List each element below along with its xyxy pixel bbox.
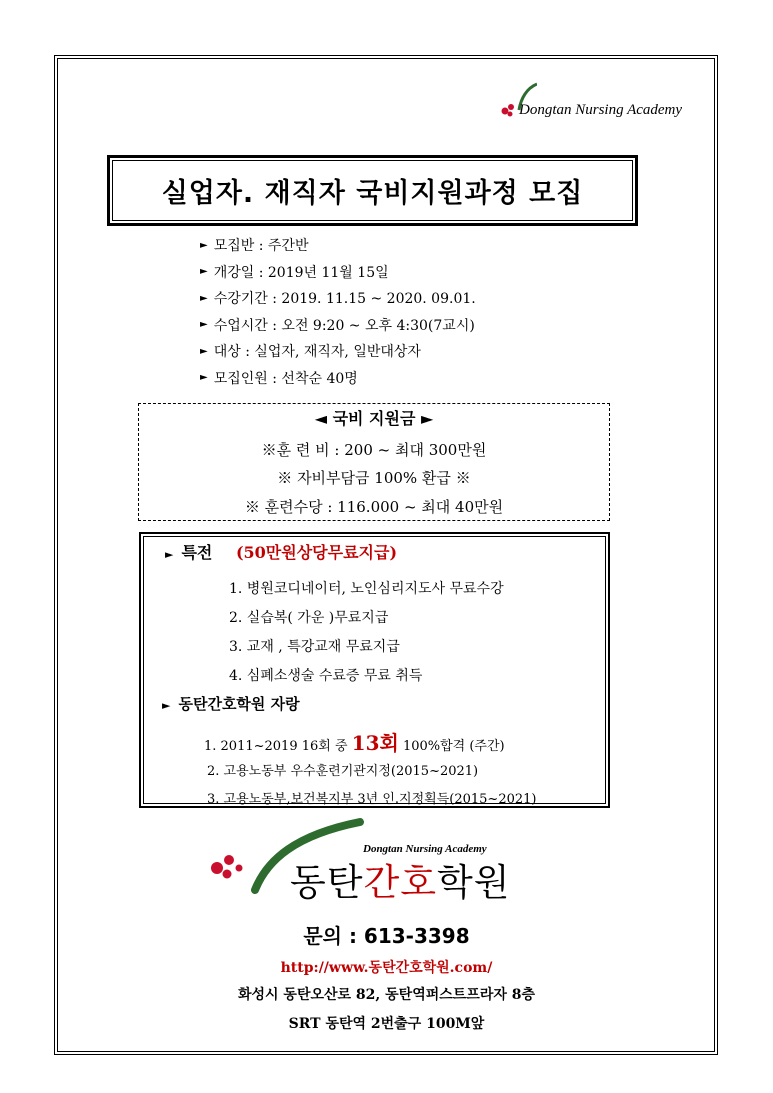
info-item-class: ► 모집반 : 주간반 — [200, 238, 309, 255]
subsidy-box — [138, 403, 610, 521]
bullet-icon: ► — [200, 319, 208, 331]
info-item-capacity: ► 모집인원 : 선착순 40명 — [200, 370, 358, 387]
bullet-icon: ► — [200, 292, 208, 304]
bullet-icon: ► — [200, 345, 208, 357]
top-logo-text: Dongtan Nursing Academy — [519, 102, 683, 118]
pride-item-1: 1. 2011~2019 16회 중 13회 100%합격 (주간) — [204, 731, 505, 755]
contact-directions: SRT 동탄역 2번출구 100M앞 — [288, 1016, 485, 1032]
contact-phone: 문의 : 613-3398 — [303, 924, 470, 948]
benefits-heading-note: (50만원상당무료지급) — [235, 543, 398, 562]
benefit-item: 1. 병원코디네이터, 노인심리지도사 무료수강 — [229, 581, 504, 597]
bullet-icon: ► — [162, 699, 171, 712]
pride-item-3: 3. 고용노동부,보건복지부 3년 인.지정획득(2015~2021) — [207, 792, 537, 807]
benefit-item: 2. 실습복( 가운 )무료지급 — [229, 610, 389, 626]
page-title: 실업자. 재직자 국비지원과정 모집 — [161, 178, 584, 209]
info-list — [200, 232, 476, 391]
bottom-logo — [205, 810, 555, 904]
info-item-start-date: ► 개강일 : 2019년 11월 15일 — [200, 264, 389, 281]
benefit-item: 3. 교재 , 특강교재 무료지급 — [229, 639, 400, 655]
pride-heading: ► 동탄간호학원 자랑 — [162, 695, 300, 713]
info-item-target: ► 대상 : 실업자, 재직자, 일반대상자 — [200, 344, 421, 361]
info-item-period: ► 수강기간 : 2019. 11.15 ~ 2020. 09.01. — [200, 291, 476, 308]
bullet-icon: ► — [200, 239, 208, 251]
bottom-logo-small-text: Dongtan Nursing Academy — [363, 843, 487, 855]
bottom-logo-name: 동탄간호학원 — [290, 861, 511, 904]
benefits-heading: ► 특전 (50만원상당무료지급) — [165, 543, 398, 562]
pride-item-2: 2. 고용노동부 우수훈련기관지정(2015~2021) — [207, 764, 479, 779]
subsidy-line: ※ 훈련수당 : 116.000 ~ 최대 40만원 — [244, 498, 504, 516]
subsidy-line: ※ 자비부담금 100% 환급 ※ — [277, 469, 471, 487]
title-box-inner — [112, 160, 633, 221]
bullet-icon: ► — [200, 372, 208, 384]
contact-address: 화성시 동탄오산로 82, 동탄역퍼스트프라자 8층 — [237, 987, 536, 1003]
pride-highlight: 13회 — [351, 731, 399, 755]
top-logo — [497, 80, 697, 120]
subsidy-line: ※훈 련 비 : 200 ~ 최대 300만원 — [261, 441, 487, 459]
subsidy-heading: ◄ 국비 지원금 ► — [314, 409, 434, 428]
info-item-hours: ► 수업시간 : 오전 9:20 ~ 오후 4:30(7교시) — [200, 317, 475, 334]
bullet-icon: ► — [200, 266, 208, 278]
contact-url[interactable]: http://www.동탄간호학원.com/ — [280, 960, 493, 976]
benefit-item: 4. 심폐소생술 수료증 무료 취득 — [229, 668, 423, 684]
bullet-icon: ► — [165, 548, 174, 561]
